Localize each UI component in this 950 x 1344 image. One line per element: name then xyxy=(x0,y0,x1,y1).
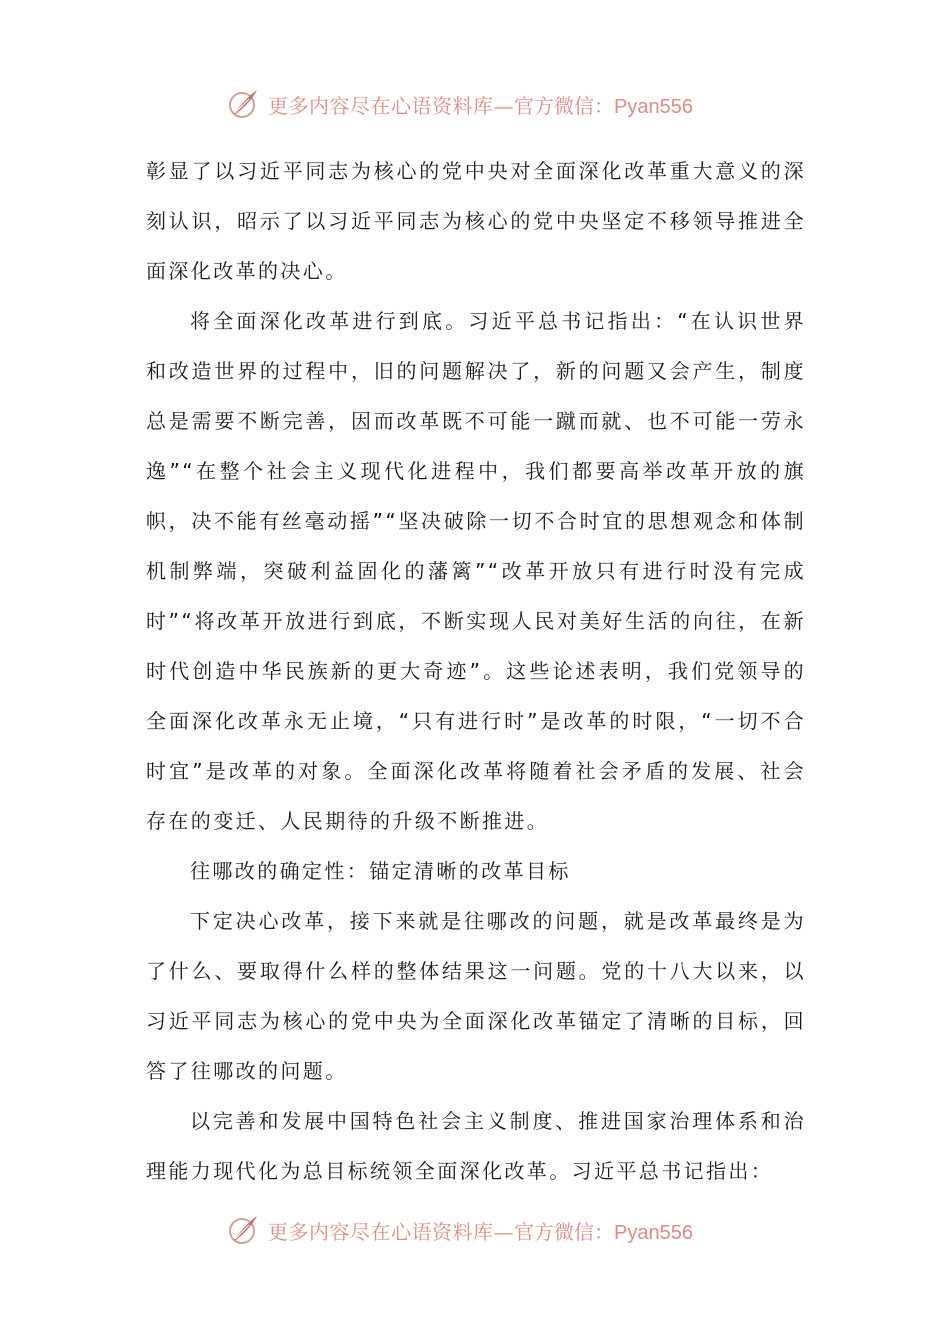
paragraph: 下定决心改革，接下来就是往哪改的问题，就是改革最终是为了什么、要取得什么样的整体结果这一问题。党的十八大以来，以习近平同志为核心的党中央为全面深化改革锚定了清晰的目标，回答了往哪改的问题。 xyxy=(146,909,806,1083)
section-heading: 往哪改的确定性：锚定清晰的改革目标 xyxy=(190,859,571,883)
paragraph: 将全面深化改革进行到底。习近平总书记指出：“在认识世界和改造世界的过程中，旧的问题解决了，新的问题又会产生，制度总是需要不断完善，因而改革既不可能一蹴而就、也不可能一劳永逸”“在整个社会主义现代化进程中，我们都要高举改革开放的旗帜，决不能有丝毫动摇”“坚决破除一切不合时宜的思想观念和体制机制弊端，突破利益固化的藩篱”“改革开放只有进行时没有完成时”“将改革开放进行到底，不断实现人民对美好生活的向往，在新时代创造中华民族新的更大奇迹”。这些论述表明，我们党领导的全面深化改革永无止境，“只有进行时”是改革的时限，“一切不合时宜”是改革的对象。全面深化改革将随着社会矛盾的发展、社会存在的变迁、人民期待的升级不断推进。 xyxy=(146,309,806,833)
header-watermark xyxy=(226,84,693,124)
paragraph: 以完善和发展中国特色社会主义制度、推进国家治理体系和治理能力现代化为总目标统领全面深化改革。习近平总书记指出： xyxy=(146,1109,806,1183)
paragraph-continuation: 彰显了以习近平同志为核心的党中央对全面深化改革重大意义的深刻认识，昭示了以习近平同志为核心的党中央坚定不移领导推进全面深化改革的决心。 xyxy=(146,159,806,283)
watermark-wechat-text: 官方微信：Pyan556 xyxy=(514,95,693,118)
document-body xyxy=(146,146,806,1196)
footer-watermark xyxy=(226,1210,693,1250)
watermark-lead-text: 更多内容尽在心语资料库— xyxy=(268,93,514,118)
quill-logo-icon xyxy=(226,86,262,122)
quill-logo-icon xyxy=(226,1212,262,1248)
watermark-wechat-text: 官方微信：Pyan556 xyxy=(514,1221,693,1244)
watermark-lead-text: 更多内容尽在心语资料库— xyxy=(268,1219,514,1244)
